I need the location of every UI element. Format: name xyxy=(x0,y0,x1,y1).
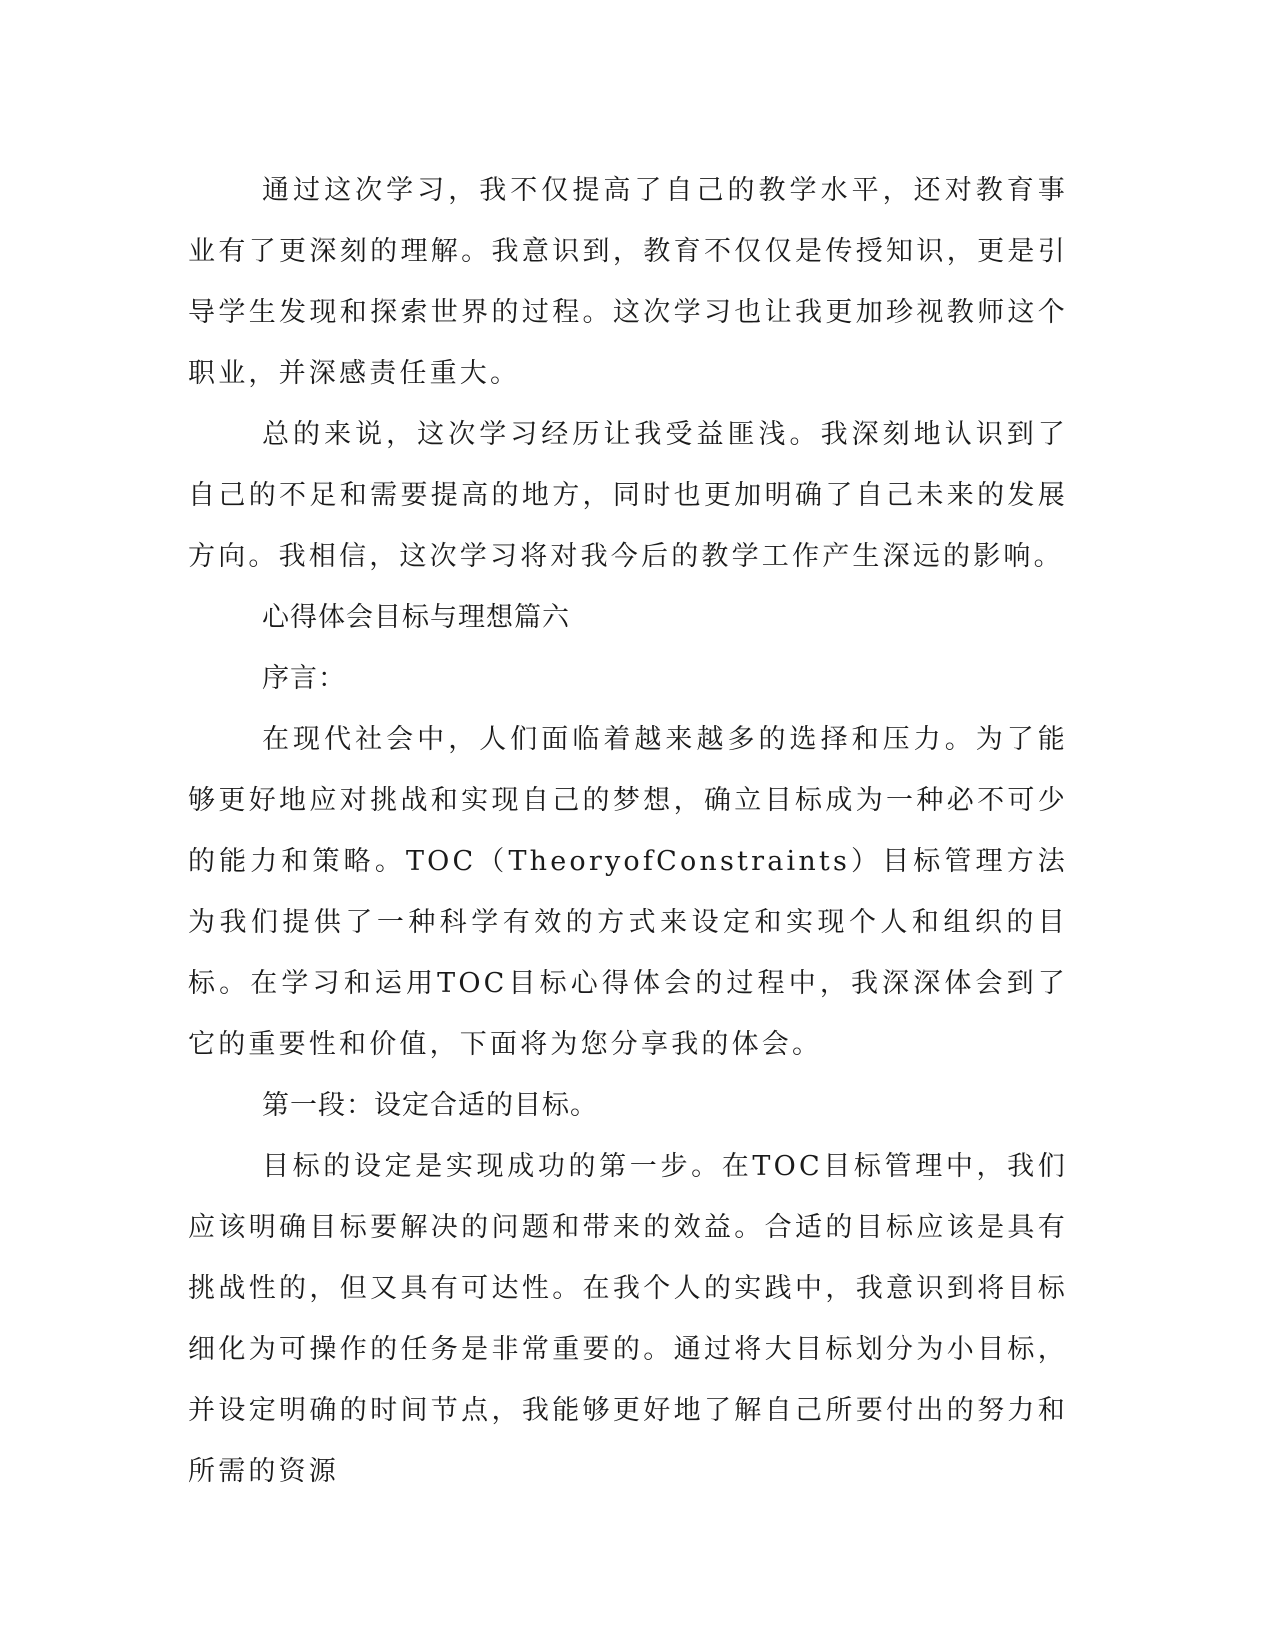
subheading-part-one: 第一段：设定合适的目标。 xyxy=(262,1090,598,1121)
paragraph-study-reflection: 通过这次学习，我不仅提高了自己的教学水平，还对教育事业有了更深刻的理解。我意识到，教育不仅仅是传授知识，更是引导学生发现和探索世界的过程。这次学习也让我更加珍视教师这个职业，并深感责任重大。 xyxy=(188,175,1068,389)
paragraph-preface: 在现代社会中，人们面临着越来越多的选择和压力。为了能够更好地应对挑战和实现自己的梦想，确立目标成为一种必不可少的能力和策略。TOC（TheoryofConstraints）目标管理方法为我们提供了一种科学有效的方式来设定和实现个人和组织的目标。在学习和运用TOC目标心得体会的过程中，我深深体会到了它的重要性和价值，下面将为您分享我的体会。 xyxy=(188,724,1068,1060)
paragraph-goal-setting: 目标的设定是实现成功的第一步。在TOC目标管理中，我们应该明确目标要解决的问题和带来的效益。合适的目标应该是具有挑战性的，但又具有可达性。在我个人的实践中，我意识到将目标细化为可操作的任务是非常重要的。通过将大目标划分为小目标，并设定明确的时间节点，我能够更好地了解自己所要付出的努力和所需的资源 xyxy=(188,1151,1068,1487)
preface-label: 序言： xyxy=(262,663,346,694)
section-heading: 心得体会目标与理想篇六 xyxy=(262,602,570,633)
document-body xyxy=(188,160,1068,1502)
paragraph-summary: 总的来说，这次学习经历让我受益匪浅。我深刻地认识到了自己的不足和需要提高的地方，同时也更加明确了自己未来的发展方向。我相信，这次学习将对我今后的教学工作产生深远的影响。 xyxy=(188,419,1068,572)
